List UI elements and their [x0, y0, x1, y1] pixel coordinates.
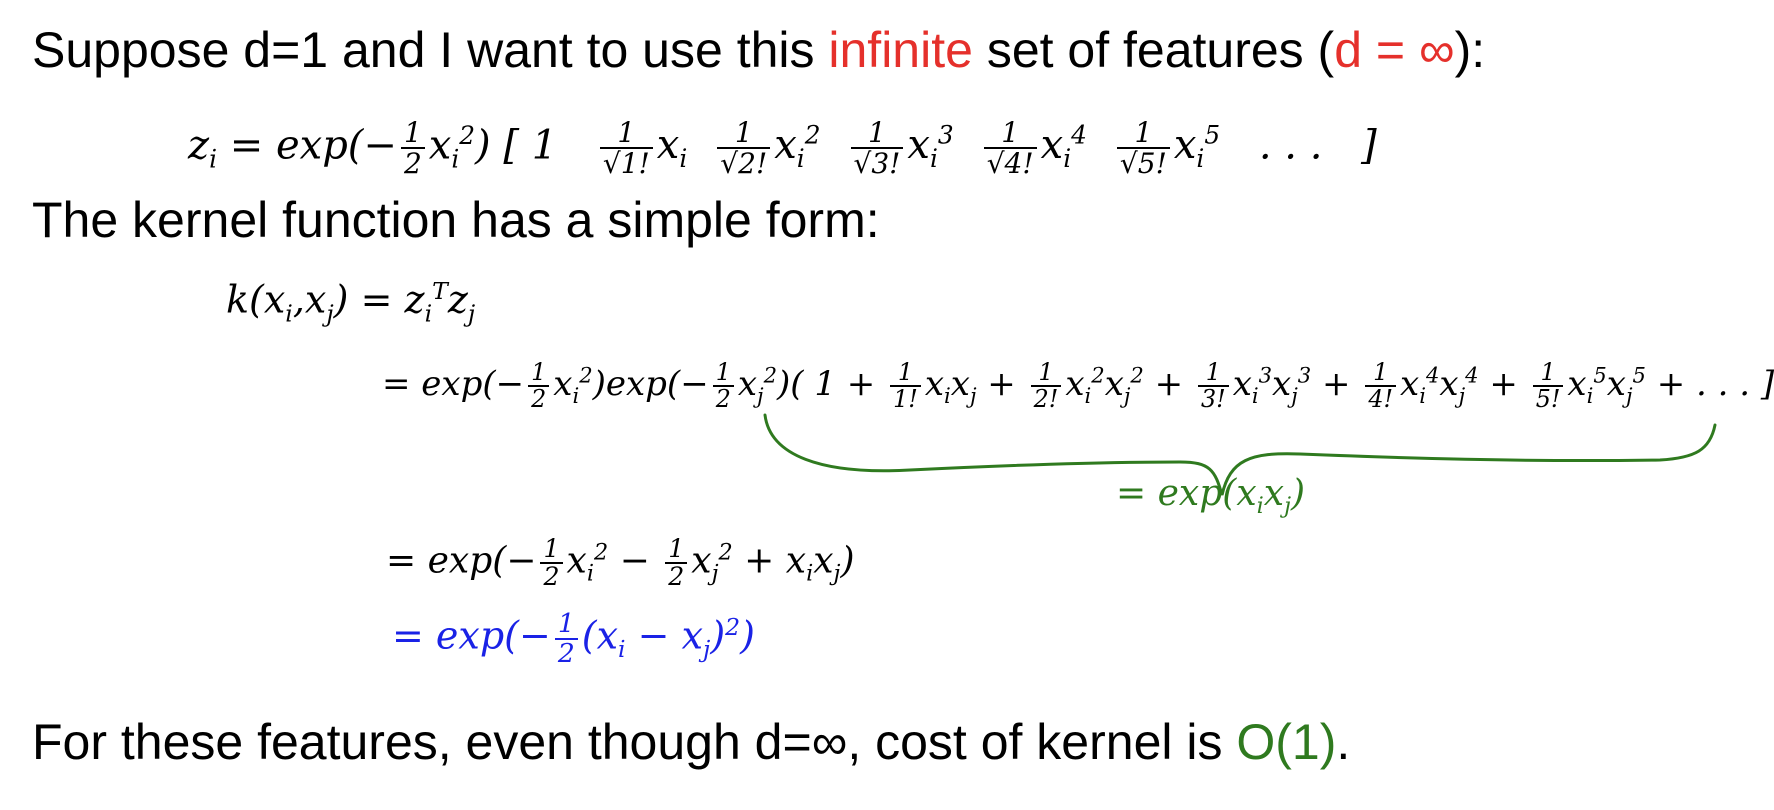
feature-term: $\frac{1}{√1!}$ $x_i$ — [570, 122, 687, 168]
z-subscript: i — [209, 144, 218, 174]
series-open-paren: ( — [790, 363, 804, 404]
brace-annotation: = $\exp(x_ix_j)$ — [1116, 473, 1306, 520]
series-tail: + . . . — [1656, 363, 1751, 404]
kernel-equals: = — [360, 277, 393, 322]
half-fraction: $\frac{1}{2}$ — [401, 118, 425, 179]
series-term-0: 1 — [814, 363, 836, 404]
series-term: + $\frac{1}{5!}$ $x_i^5x_j^5$ — [1489, 358, 1646, 413]
feature-term: $\frac{1}{√4!}$ $x_i^4$ — [954, 122, 1087, 168]
z-symbol: z — [188, 122, 210, 169]
gaussian-kernel-result: = exp(− $\frac{1}{2}$ $(x_i - x_j)^2$) — [392, 608, 755, 669]
equals-sign: = — [229, 122, 264, 169]
feature-vector-equation: $z_i = \exp(-$ $\frac{1}{2}$ $x_i^2$) [ 1 $\frac{1}{√1!}$ $x_i$ $\frac{1}{√2!}$ $x_i^2$ $\frac{1}{√3!}$ $x_i^3$ $\frac{1}{√4!}$ $x_i^4$ $\frac{1}{√5!}$ $x_i^5$ . . . ] — [188, 116, 1377, 181]
kernel-definition: $k(x_i,x_j) = z_i^Tz_j$ — [226, 277, 476, 328]
feature-term: $\frac{1}{√2!}$ $x_i^2$ — [687, 122, 820, 168]
intro-sentence — [32, 20, 1485, 80]
exp-close: ) — [475, 122, 491, 169]
intro-suffix: ): — [1454, 22, 1486, 78]
transpose-symbol: T — [432, 277, 448, 305]
kernel-expansion-step: = exp(− $\frac{1}{2}$ $x_i^2)\exp(-$ $\frac{1}{2}$ $x_j^2$)( 1 + $\frac{1}{1!}$ $x_ix_j$ + $\frac{1}{2!}$ $x_i^2x_j^2$ + $\frac{1}{3!}$ $x_i^3x_j^3$ + $\frac{1}{4!}$ $x_i^4x_j^4$ + $\frac{1}{5!}$ $x_i^5x_j^5$ + . . . ] — [382, 358, 1774, 413]
series-term: + $\frac{1}{3!}$ $x_i^3x_j^3$ — [1154, 358, 1312, 413]
intro-text: Suppose d=1 and I want to use this — [32, 22, 829, 78]
d-infinity: d = ∞ — [1334, 22, 1455, 78]
series-term: + $\frac{1}{2!}$ $x_i^2x_j^2$ — [987, 358, 1144, 413]
feature-term: $\frac{1}{√5!}$ $x_i^5$ — [1087, 122, 1220, 168]
series-term: + $\frac{1}{4!}$ $x_i^4x_j^4$ — [1322, 358, 1479, 413]
conclusion-sentence: For these features, even though d=∞, cost of kernel is O(1). — [32, 714, 1351, 770]
intro-middle-text: set of features ( — [972, 22, 1335, 78]
bracket-close: ] — [1361, 122, 1377, 169]
big-o-cost: O(1) — [1236, 714, 1337, 770]
feature-term-0: 1 — [531, 122, 558, 169]
ellipsis: . . . — [1258, 122, 1323, 169]
bracket-open: [ — [503, 122, 519, 169]
conclusion-text: For these features, even though d=∞, cost of kernel is — [32, 714, 1237, 770]
kernel-k: k( — [226, 277, 264, 322]
feature-term: $\frac{1}{√3!}$ $x_i^3$ — [821, 122, 954, 168]
series-close-bracket: ] — [1760, 363, 1774, 404]
series-term: + $\frac{1}{1!}$ $x_ix_j$ — [846, 358, 977, 413]
combined-exponent-step: = exp(− $\frac{1}{2}$ $x_i^2$ − $\frac{1}{2}$ $x_j^2 + x_ix_j$) — [386, 534, 855, 592]
kernel-heading: The kernel function has a simple form: — [32, 192, 880, 248]
exp-open: exp(− — [275, 122, 397, 169]
exp-variable: x — [428, 122, 452, 169]
infinite-word: infinite — [828, 22, 973, 78]
